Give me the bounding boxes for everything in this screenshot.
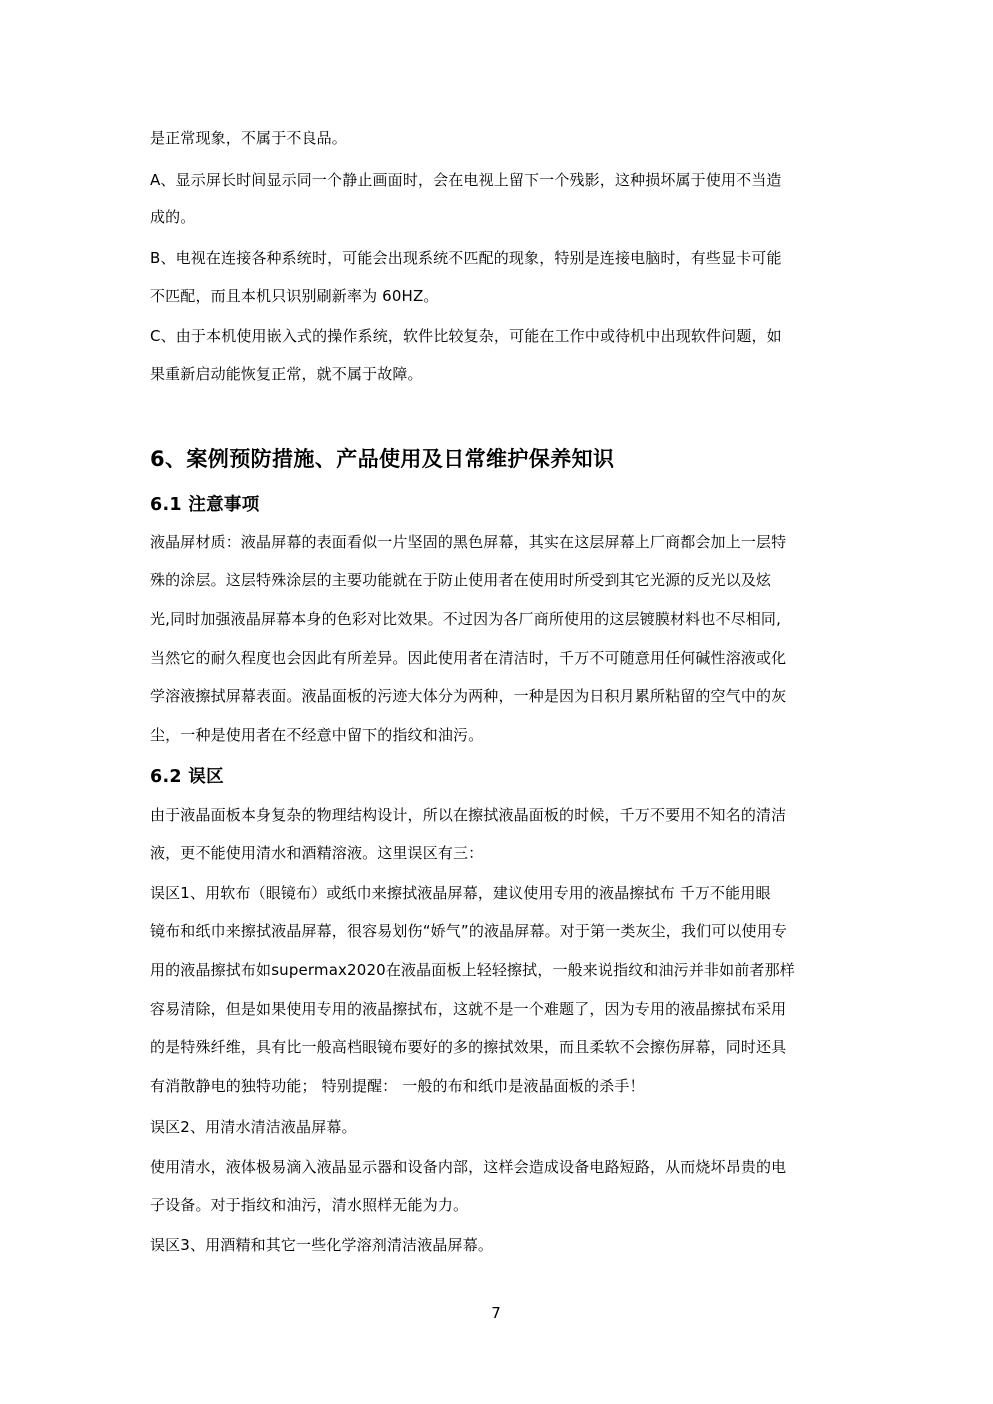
list-item-b-line-2: 不匹配，而且本机只识别刷新率为 60HZ。 bbox=[150, 287, 439, 305]
section-6-1-line: 当然它的耐久程度也会因此有所差异。因此使用者在清洁时，千万不可随意用任何碱性溶液或化 bbox=[150, 649, 787, 667]
section-6-heading: 6、案例预防措施、产品使用及日常维护保养知识 bbox=[150, 447, 615, 471]
section-6-1-line: 光,同时加强液晶屏幕本身的色彩对比效果。不过因为各厂商所使用的这层镀膜材料也不尽相同, bbox=[150, 610, 781, 628]
section-6-1-heading: 6.1 注意事项 bbox=[150, 495, 260, 515]
section-6-2-heading: 6.2 误区 bbox=[150, 767, 224, 787]
list-item-a-line-1: A、显示屏长时间显示同一个静止画面时，会在电视上留下一个残影，这种损坏属于使用不当造 bbox=[150, 171, 782, 189]
section-6-2-line: 误区2、用清水清洁液晶屏幕。 bbox=[150, 1118, 357, 1136]
section-6-2-line: 使用清水，液体极易滴入液晶显示器和设备内部，这样会造成设备电路短路，从而烧坏昂贵的电 bbox=[150, 1158, 787, 1176]
section-6-2-line: 液，更不能使用清水和酒精溶液。这里误区有三： bbox=[150, 844, 484, 862]
section-6-1-line: 殊的涂层。这层特殊涂层的主要功能就在于防止使用者在使用时所受到其它光源的反光以及炫 bbox=[150, 571, 772, 589]
section-6-2-line: 镜布和纸巾来擦拭液晶屏幕，很容易划伤“娇气”的液晶屏幕。对于第一类灰尘，我们可以使用专 bbox=[150, 922, 787, 940]
list-item-a-line-2: 成的。 bbox=[150, 208, 196, 226]
section-6-2-line: 误区3、用酒精和其它一些化学溶剂清洁液晶屏幕。 bbox=[150, 1236, 493, 1254]
section-6-1-line: 液晶屏材质：液晶屏幕的表面看似一片坚固的黑色屏幕，其实在这层屏幕上厂商都会加上一层特 bbox=[150, 533, 787, 551]
section-6-2-line: 由于液晶面板本身复杂的物理结构设计，所以在擦拭液晶面板的时候，千万不要用不知名的清洁 bbox=[150, 806, 787, 824]
page-number: 7 bbox=[491, 1304, 501, 1322]
list-item-c-line-1: C、由于本机使用嵌入式的操作系统，软件比较复杂，可能在工作中或待机中出现软件问题，如 bbox=[150, 327, 782, 345]
intro-line: 是正常现象，不属于不良品。 bbox=[150, 129, 347, 147]
section-6-2-line: 误区1、用软布（眼镜布）或纸巾来擦拭液晶屏幕，建议使用专用的液晶擦拭布 千万不能用眼 bbox=[150, 884, 771, 902]
section-6-2-line: 有消散静电的独特功能； 特别提醒： 一般的布和纸巾是液晶面板的杀手！ bbox=[150, 1077, 645, 1095]
section-6-2-line: 用的液晶擦拭布如supermax2020在液晶面板上轻轻擦拭，一般来说指纹和油污并非如前者那样 bbox=[150, 961, 795, 979]
section-6-2-line: 子设备。对于指纹和油污，清水照样无能为力。 bbox=[150, 1196, 469, 1214]
section-6-2-line: 的是特殊纤维，具有比一般高档眼镜布要好的多的擦拭效果，而且柔软不会擦伤屏幕，同时还具 bbox=[150, 1038, 787, 1056]
list-item-b-line-1: B、电视在连接各种系统时，可能会出现系统不匹配的现象，特别是连接电脑时，有些显卡可能 bbox=[150, 249, 782, 267]
section-6-2-line: 容易清除，但是如果使用专用的液晶擦拭布，这就不是一个难题了，因为专用的液晶擦拭布采用 bbox=[150, 1000, 787, 1018]
list-item-c-line-2: 果重新启动能恢复正常，就不属于故障。 bbox=[150, 365, 423, 383]
section-6-1-line: 学溶液擦拭屏幕表面。液晶面板的污迹大体分为两种，一种是因为日积月累所粘留的空气中的灰 bbox=[150, 687, 787, 705]
section-6-1-line: 尘，一种是使用者在不经意中留下的指纹和油污。 bbox=[150, 726, 484, 744]
